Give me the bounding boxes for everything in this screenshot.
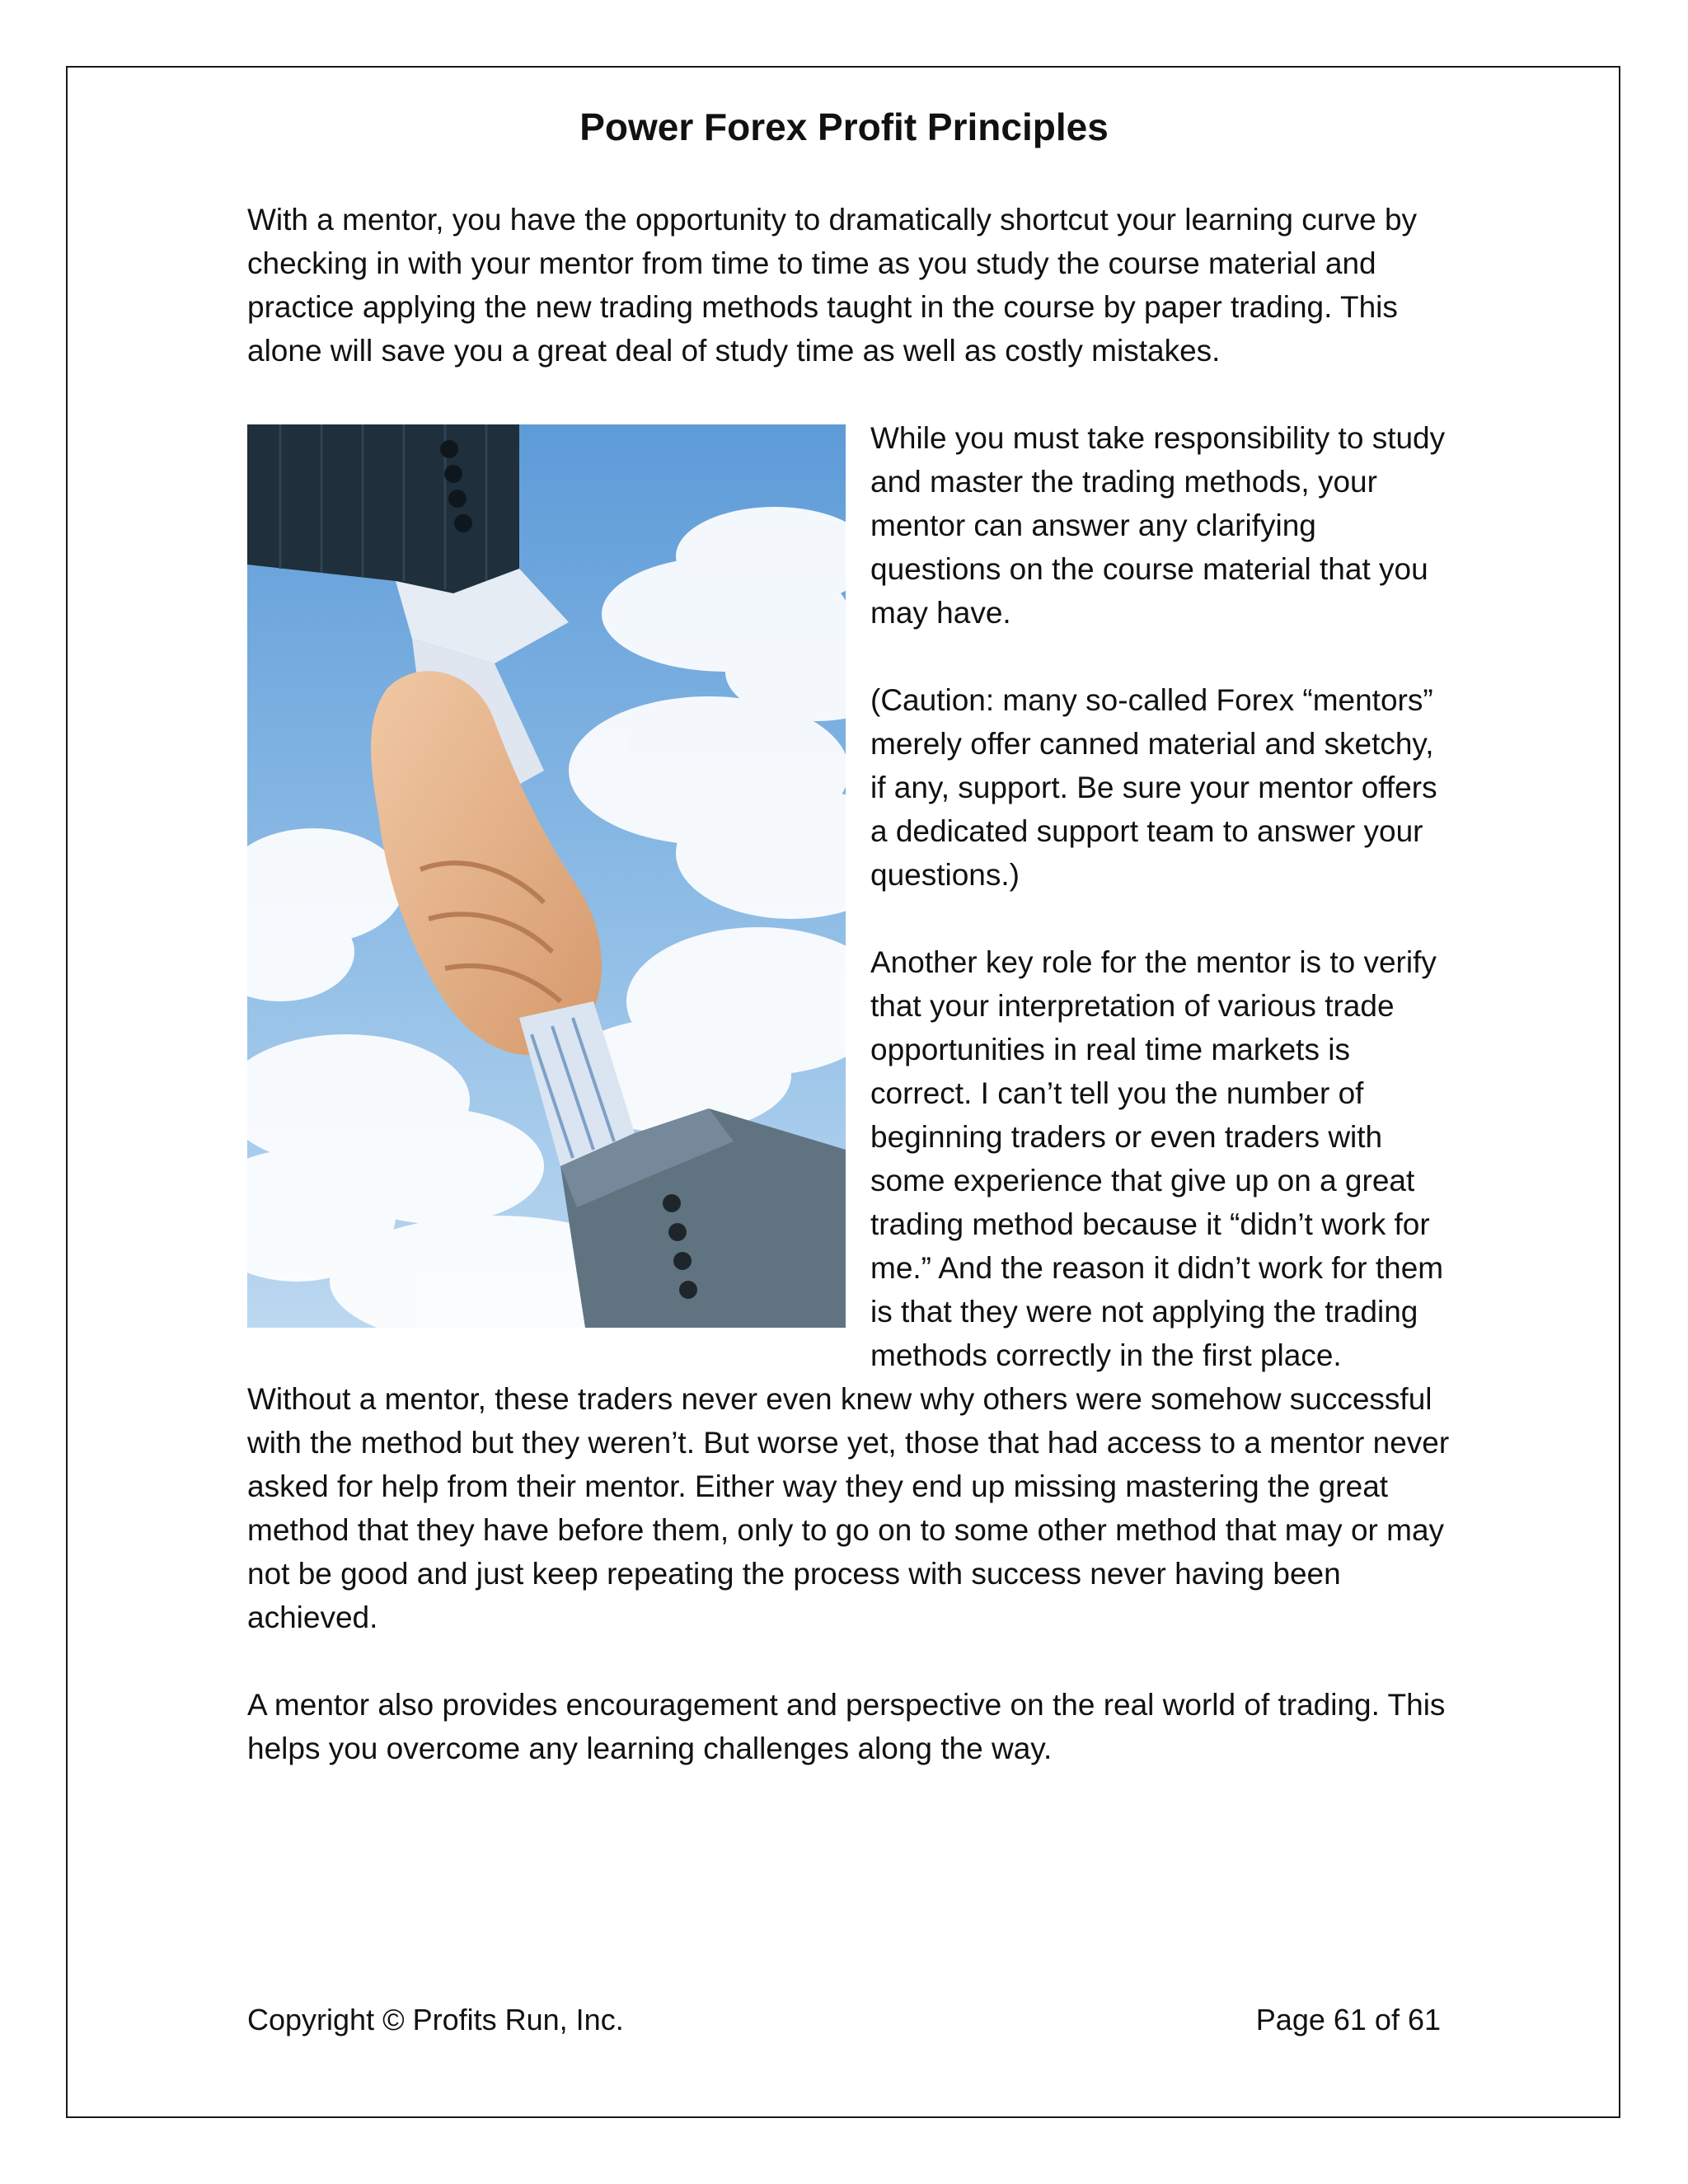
paragraph-caution: (Caution: many so-called Forex “mentors” merely offer canned material and sketchy, if any, support. Be sure your mentor offers a dedicated support team to answer your questions.) (870, 683, 1437, 892)
paragraph-encouragement: A mentor also provides encouragement and perspective on the real world of trading. This helps you overcome any learning challenges along the way. (247, 1688, 1446, 1765)
footer-page-number: Page 61 of 61 (1255, 2003, 1441, 2036)
handshake-illustration (247, 424, 846, 1328)
document-body (247, 198, 1451, 1814)
page-title: Power Forex Profit Principles (579, 105, 1109, 148)
top-sleeve (247, 424, 519, 593)
handshake-photo (247, 424, 846, 1328)
paragraph-mentor-questions: While you must take responsibility to study and master the trading methods, your mentor can answer any clarifying questions on the course material that you may have. (870, 421, 1446, 630)
footer-copyright: Copyright © Profits Run, Inc. (247, 2003, 624, 2036)
paragraph-intro: With a mentor, you have the opportunity to dramatically shortcut your learning curve by checking in with your mentor from time to time as you study the course material and practice applying the new trading methods taught in the course by paper trading. This alone will save you a great deal of study time as well as costly mistakes. (247, 203, 1418, 368)
paragraph-key-role: Another key role for the mentor is to verify that your interpretation of various trade opportunities in real time markets is correct. I can’t tell you the number of beginning traders or even traders with some experience that give up on a great trading method because it “didn’t work for me.” And the reason it didn’t work for them is that they were not applying the trading methods correctly in the first place. Without a mentor, these traders never even knew why others were somehow successful with the method but they weren’t. But worse yet, those that had access to a mentor never asked for help from their mentor. Either way they end up missing mastering the great method that they have before them, only to go on to some other method that may or may not be good and just keep repeating the process with success never having been achieved. (247, 945, 1450, 1634)
